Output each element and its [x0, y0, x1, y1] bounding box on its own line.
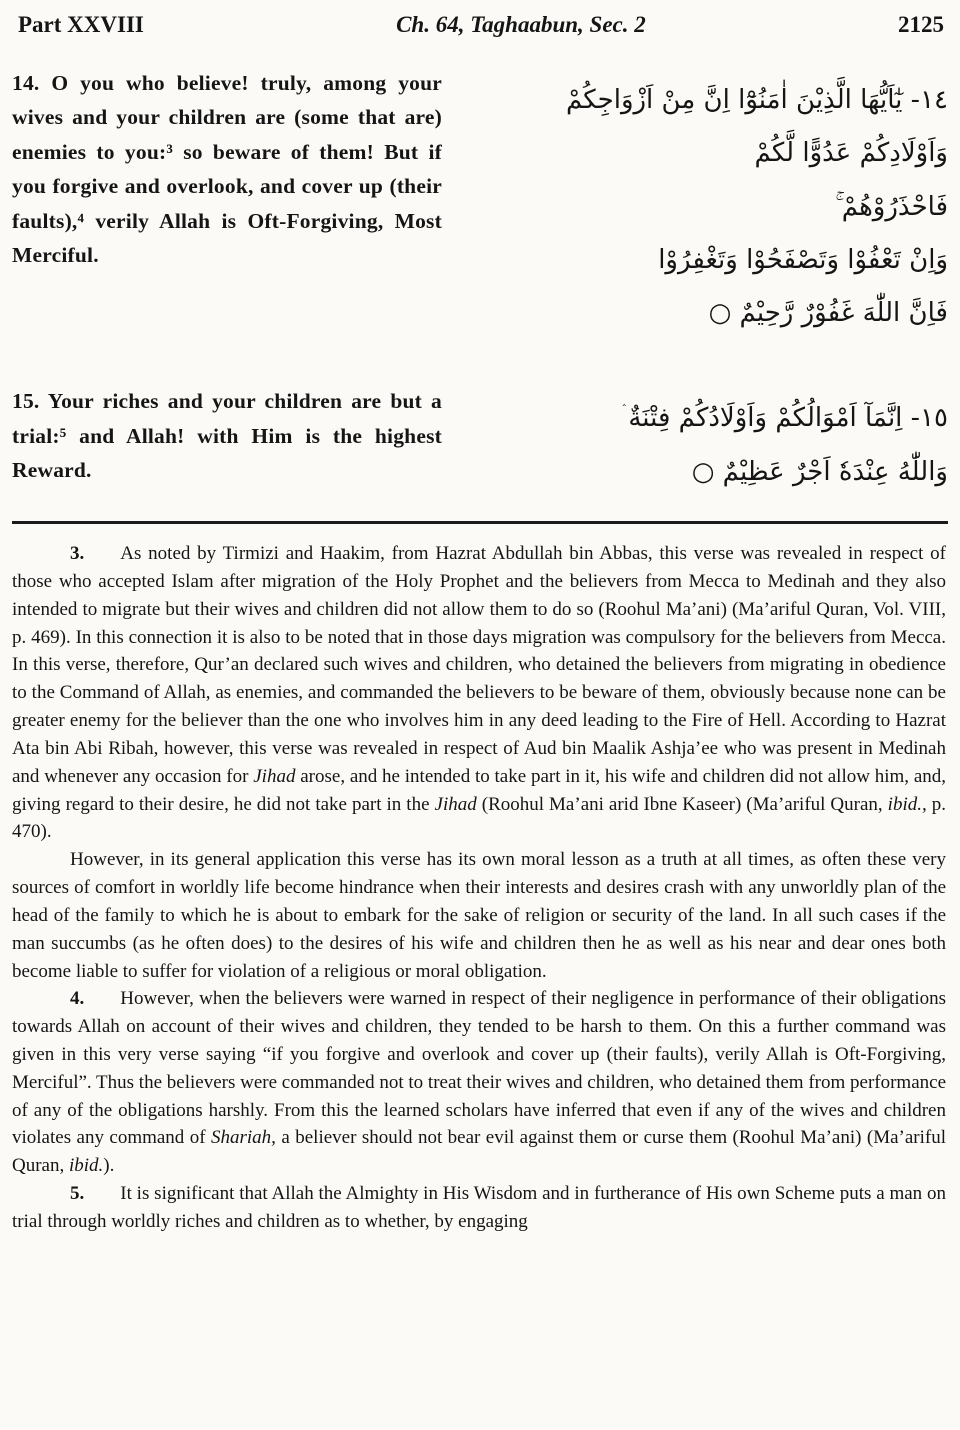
footnote-paragraph: [12, 846, 946, 985]
footnote-text: As noted by Tirmizi and Haakim, from Hazrat Abdullah bin Abbas, this verse was revealed in respect of those who accepted Islam after migration of the Holy Prophet and the believers from Mecca to Medinah and they also intended to migrate but their wives and children did not allow them to do so (Roohul Ma’ani) (Ma’ariful Quran, Vol. VIII, p. 469). In this connection it is also to be noted that in those days migration was compulsory for the believers from Mecca. In this verse, therefore, Qur’an declared such wives and children, who detained the believers from migrating in obedience to the Command of Allah, as enemies, and commanded the believers to be beware of them, obviously because none can be greater enemy for the believer than the one who involves him in any deed leading to the Fire of Hell. According to Hazrat Ata bin Abi Ribah, however, this verse was revealed in respect of Aud bin Maalik Ashja’ee who was present in Medinah and whenever any occasion for: [12, 543, 946, 787]
verses-section: [12, 66, 948, 499]
arabic-line: فَاحْذَرُوْهُمْ ۚ: [835, 191, 948, 222]
chapter-title: Ch. 64, Taghaabun, Sec. 2: [396, 12, 646, 37]
footnote-number: 5.: [70, 1183, 85, 1205]
footnote-text-italic: Jihad: [253, 765, 296, 787]
verse-15-english: 15. Your riches and your children are but a trial:⁵ and Allah! with Him is the highest Reward.: [12, 389, 442, 483]
verse-14-english: 14. O you who believe! truly, among your wives and your children are (some that are) enemies to you:³ so beware of them! But if you forgive and overlook, and cover up (their faults),⁴ verily Allah is Oft-Forgiving, Most Merciful.: [12, 71, 442, 267]
footnote-text-italic: Shariah,: [211, 1127, 276, 1149]
footnote-paragraph: [12, 540, 946, 846]
arabic-line: وَاللّٰهُ عِنْدَهٗ اَجْرٌ عَظِيْمٌ ○: [691, 456, 948, 487]
verse-14-arabic: [474, 66, 948, 340]
footnote-text: ).: [103, 1155, 115, 1177]
footnote-number: 4.: [70, 988, 85, 1010]
footnote-text: However, when the believers were warned in respect of their negligence in performance of their obligations towards Allah on account of their wives and children, they tended to be harsh to them. On this a further command was given in this very verse saying “if you forgive and overlook and cover up (their faults), verily Allah is Oft-Forgiving, Merciful”. Thus the believers were commanded not to treat their wives and children, who detained them from performance of any of the obligations harshly. From this the learned scholars have inferred that even if any of the wives and children violates any command of: [12, 988, 947, 1149]
footnote-text: (Roohul Ma’ani arid Ibne Kaseer) (Ma’ariful Quran,: [476, 793, 888, 815]
footnote-text-italic: ibid.: [68, 1155, 104, 1177]
footnote-paragraph: [12, 1180, 946, 1236]
footnote-divider: [12, 521, 948, 524]
footnote-text-italic: ibid.,: [887, 793, 927, 815]
verse-15: [12, 384, 948, 499]
page-number: 2125: [897, 12, 944, 37]
footnote-text-italic: Jihad: [434, 793, 477, 815]
arabic-line: ١٤- يٰٓاَيُّهَا الَّذِيْنَ اٰمَنُوْٓا اِنَّ مِنْ اَزْوَاجِكُمْ: [565, 85, 948, 115]
page-header: [12, 10, 948, 38]
footnote-text: a believer should not bear evil against them or curse them (Roohul Ma’ani) (Ma’ariful Quran,: [12, 1127, 946, 1177]
arabic-line: وَاِنْ تَعْفُوْا وَتَصْفَحُوْا وَتَغْفِرُوْا: [658, 244, 948, 275]
part-label: Part XXVIII: [18, 12, 144, 37]
arabic-line: ١٥- اِنَّمَآ اَمْوَالُكُمْ وَاَوْلَادُكُمْ فِتْنَةٌ ۛ: [621, 403, 948, 434]
verse-15-arabic: [474, 384, 948, 499]
footnote-text: It is significant that Allah the Almighty in His Wisdom and in furtherance of His own Scheme puts a man on trial through worldly riches and children as to whether, by engaging: [12, 1183, 946, 1232]
footnotes: [12, 540, 948, 1236]
footnote-text: arose, and he intended to take part in it, his wife and children did not allow him, and, giving regard to their desire, he did not take part in the: [12, 765, 946, 815]
verse-14: [12, 66, 948, 340]
footnote-text: However, in its general application this verse has its own moral lesson as a truth at all times, as often these very sources of comfort in worldly life become hindrance when their interests and desires crash with any unworldly plan of the head of the family to which he is about to embark for the sake of religion or security of the land. In all such cases if the man succumbs (as he often does) to the desires of his wife and children then he as well as his near and dear ones both become liable to suffer for violation of a religious or moral obligation.: [12, 849, 946, 982]
arabic-line: فَاِنَّ اللّٰهَ غَفُوْرٌ رَّحِيْمٌ ○: [708, 298, 948, 329]
footnote-paragraph: [12, 985, 946, 1180]
footnote-text: p. 470).: [12, 793, 946, 843]
arabic-line: وَاَوْلَادِكُمْ عَدُوًّا لَّكُمْ: [754, 138, 948, 169]
footnote-number: 3.: [70, 543, 85, 565]
